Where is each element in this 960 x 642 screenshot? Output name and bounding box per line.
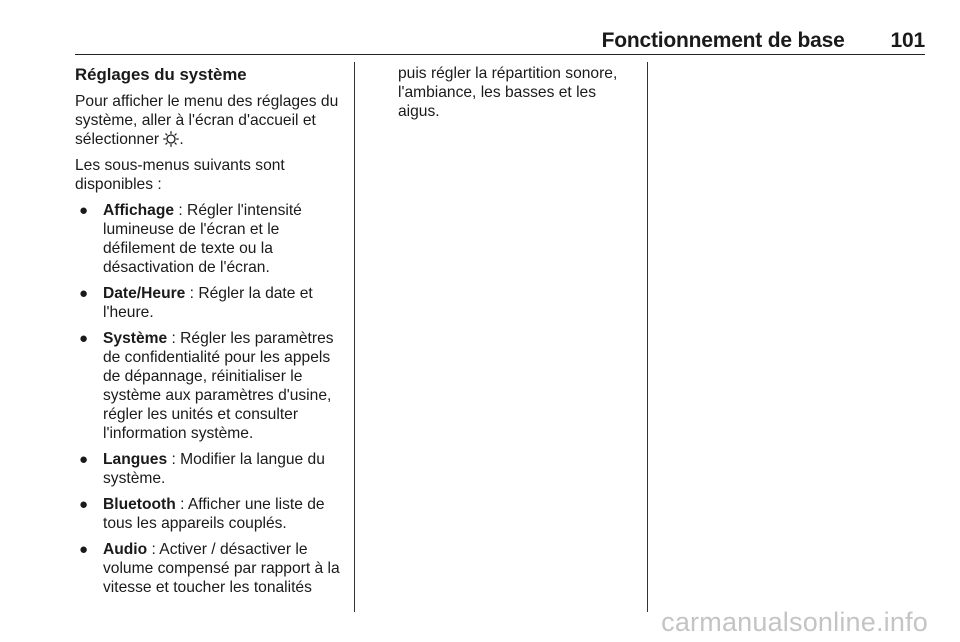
column-divider — [354, 62, 355, 612]
submenus-intro: Les sous-menus suivants sont disponibles : — [75, 157, 285, 193]
list-item: ● Bluetooth : Afficher une liste de tous les appareils couplés. — [79, 496, 325, 532]
submenu-list — [75, 201, 343, 597]
list-item: ● Date/Heure : Régler la date et l'heure. — [79, 285, 313, 321]
list-item: ● Langues : Modifier la langue du système. — [79, 451, 325, 487]
page-header — [75, 26, 925, 55]
middle-column — [398, 64, 638, 128]
left-column — [75, 64, 343, 604]
watermark: carmanualsonline.info — [661, 607, 928, 637]
list-item: ● Affichage : Régler l'intensité lumineuse de l'écran et le défilement de texte ou la désactivation de l'écran. — [79, 202, 302, 276]
list-item: ● Audio : Activer / désactiver le volume compensé par rapport à la vitesse et toucher les tonalités — [79, 541, 340, 596]
bullet-icon: ● — [79, 496, 89, 513]
bullet-icon: ● — [79, 202, 89, 219]
column-divider — [647, 62, 648, 612]
bullet-icon: ● — [79, 451, 89, 468]
list-item: ● Système : Régler les paramètres de confidentialité pour les appels de dépannage, réinitialiser le système aux paramètres d'usine, régler les unités et consulter l'information système. — [79, 330, 334, 442]
section-heading: Réglages du système — [75, 65, 247, 84]
settings-icon — [163, 131, 179, 147]
page-number: 101 — [890, 29, 925, 52]
continuation-paragraph: puis régler la répartition sonore, l'ambiance, les basses et les aigus. — [398, 65, 618, 120]
intro-paragraph: Pour afficher le menu des réglages du système, aller à l'écran d'accueil et sélectionner . — [75, 93, 339, 148]
bullet-icon: ● — [79, 330, 89, 347]
bullet-icon: ● — [79, 285, 89, 302]
section-title: Fonctionnement de base — [601, 29, 845, 52]
bullet-icon: ● — [79, 541, 89, 558]
